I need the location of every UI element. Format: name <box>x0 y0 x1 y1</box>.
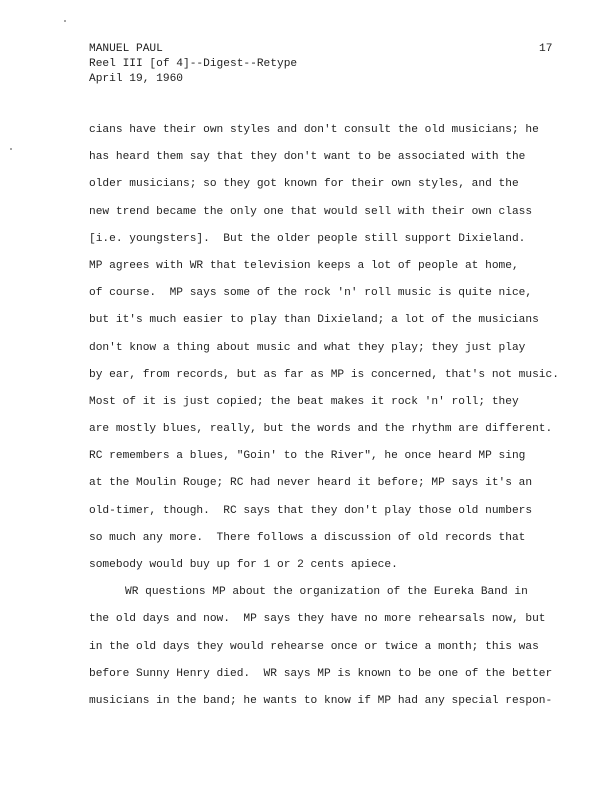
document-header <box>89 42 297 87</box>
text-line: are mostly blues, really, but the words and the rhythm are different. <box>89 423 553 436</box>
text-line: cians have their own styles and don't consult the old musicians; he <box>89 124 539 136</box>
interviewee-name: MANUEL PAUL <box>89 43 163 55</box>
text-line: older musicians; so they got known for their own styles, and the <box>89 178 519 191</box>
text-line: [i.e. youngsters]. But the older people still support Dixieland. <box>89 232 526 245</box>
text-line: new trend became the only one that would sell with their own class <box>89 205 533 218</box>
paragraph-start-line: WR questions MP about the organization of the Eureka Band in <box>125 586 528 599</box>
interview-date: April 19, 1960 <box>89 73 183 85</box>
text-line: has heard them say that they don't want to be associated with the <box>89 151 526 164</box>
page-number: 17 <box>539 43 553 55</box>
text-line: old-timer, though. RC says that they don't play those old numbers <box>89 504 533 517</box>
text-line: so much any more. There follows a discussion of old records that <box>89 531 526 544</box>
text-line: by ear, from records, but as far as MP is concerned, that's not music. <box>89 368 559 381</box>
reel-info: Reel III [of 4]--Digest--Retype <box>89 58 298 70</box>
text-line: in the old days they would rehearse once or twice a month; this was <box>89 640 539 653</box>
text-line: RC remembers a blues, "Goin' to the River", he once heard MP sing <box>89 450 526 463</box>
text-line: of course. MP says some of the rock 'n' roll music is quite nice, <box>89 287 533 300</box>
text-line: the old days and now. MP says they have no more rehearsals now, but <box>89 613 546 626</box>
scan-speck <box>10 148 12 150</box>
text-line: MP agrees with WR that television keeps a lot of people at home, <box>89 259 519 272</box>
text-line: Most of it is just copied; the beat makes it rock 'n' roll; they <box>89 395 519 408</box>
text-line: don't know a thing about music and what they play; they just play <box>89 341 526 354</box>
text-line: somebody would buy up for 1 or 2 cents apiece. <box>89 559 398 571</box>
text-line: but it's much easier to play than Dixieland; a lot of the musicians <box>89 314 539 327</box>
text-line: at the Moulin Rouge; RC had never heard it before; MP says it's an <box>89 477 533 490</box>
text-line: musicians in the band; he wants to know if MP had any special respon- <box>89 694 553 707</box>
scan-speck <box>64 20 66 22</box>
transcript-body <box>89 123 609 721</box>
text-line: before Sunny Henry died. WR says MP is known to be one of the better <box>89 667 553 680</box>
